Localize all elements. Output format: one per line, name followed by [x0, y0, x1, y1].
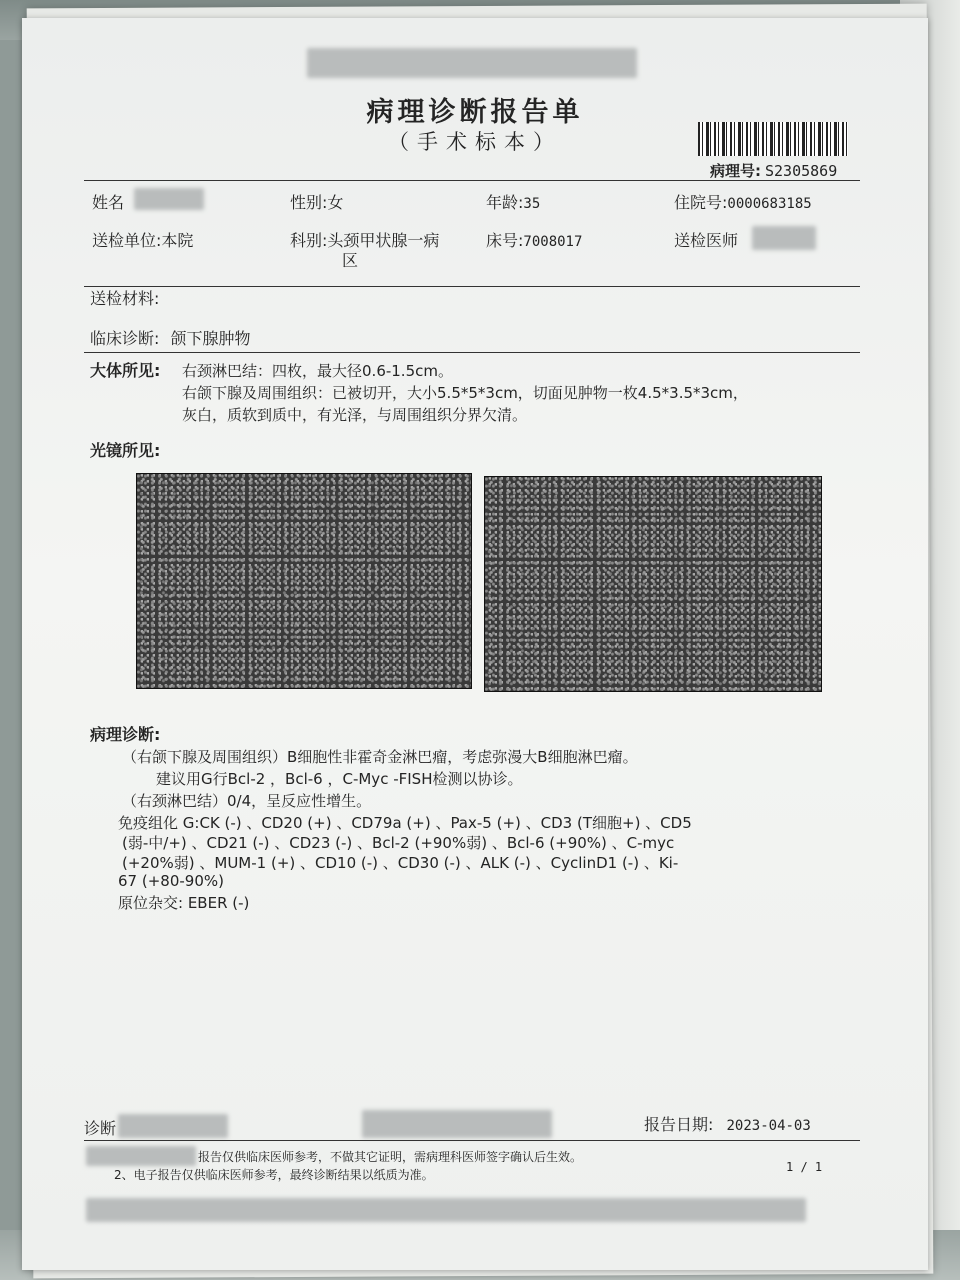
gross-line-3: 灰白，质软到质中，有光泽，与周围组织分界欠清。	[182, 406, 528, 424]
redacted-diagnosing-doctor	[118, 1114, 228, 1138]
micrograph-right	[484, 476, 822, 692]
info-divider	[84, 286, 860, 287]
header-divider	[84, 180, 860, 181]
unit-value: 本院	[161, 231, 194, 250]
diagnosis-line-5: (弱-中/+) 、CD21 (-) 、CD23 (-) 、Bcl-2 (+90%弱) 、Bcl-6 (+90%) 、C-myc	[122, 834, 675, 852]
report-date-value: 2023-04-03	[726, 1118, 811, 1134]
dept-value-line2: 区	[342, 251, 359, 270]
diagnosis-line-4: 免疫组化 G:CK (-) 、CD20 (+) 、CD79a (+) 、Pax-5 (+) 、CD3 (T细胞+) 、CD5	[118, 814, 692, 832]
admission-value: 0000683185	[727, 196, 812, 212]
redacted-doctor-name	[752, 226, 816, 250]
age-value: 35	[523, 196, 541, 212]
report-page	[22, 18, 928, 1270]
admission-label: 住院号:	[674, 193, 728, 212]
age-label: 年龄:	[486, 193, 524, 212]
doctor-field	[674, 228, 738, 251]
name-field	[92, 190, 124, 213]
gross-line-2: 右颌下腺及周围组织：已被切开，大小5.5*5*3cm，切面见肿物一枚4.5*3.5*3cm，	[182, 384, 748, 402]
diagnosis-line-6: (+20%弱) 、MUM-1 (+) 、CD10 (-) 、CD30 (-) 、ALK (-) 、CyclinD1 (-) 、Ki-	[122, 854, 679, 872]
name-label: 姓名	[92, 193, 125, 212]
report-subtitle: （手术标本）	[388, 130, 562, 154]
report-date	[644, 1112, 811, 1135]
footer-note-1: 报告仅供临床医师参考，不做其它证明，需病理科医师签字确认后生效。	[198, 1150, 583, 1164]
diagnosis-line-8: 原位杂交: EBER (-)	[118, 894, 250, 912]
diagnosis-label: 病理诊断:	[90, 725, 161, 744]
gross-line-1: 右颈淋巴结：四枚，最大径0.6-1.5cm。	[182, 362, 453, 380]
redacted-footer-info	[86, 1198, 806, 1222]
bed-label: 床号:	[486, 231, 524, 250]
bed-value: 7008017	[523, 234, 583, 250]
sex-label: 性别:	[290, 193, 328, 212]
redacted-hospital-name	[307, 48, 637, 78]
sex-field	[290, 190, 343, 213]
dept-label: 科别:	[290, 231, 328, 250]
clinical-diagnosis	[90, 326, 251, 349]
unit-label: 送检单位:	[92, 231, 162, 250]
redacted-note-prefix	[86, 1146, 196, 1166]
bed-field	[486, 228, 582, 251]
report-title: 病理诊断报告单	[366, 97, 584, 128]
footer-divider	[84, 1140, 860, 1141]
pathology-number	[710, 160, 837, 181]
age-field	[486, 190, 540, 213]
diagnosis-line-3: （右颈淋巴结）0/4，呈反应性增生。	[122, 792, 372, 810]
unit-field	[92, 228, 193, 251]
material-label: 送检材料:	[90, 289, 160, 308]
microscopy-label: 光镜所见:	[90, 441, 161, 460]
admission-field	[674, 190, 812, 213]
dept-value-line1: 头颈甲状腺一病	[327, 231, 440, 250]
diagnosis-line-7: 67 (+80-90%)	[118, 872, 224, 890]
sex-value: 女	[327, 193, 344, 212]
footer-note-2: 2、电子报告仅供临床医师参考，最终诊断结果以纸质为准。	[114, 1168, 434, 1182]
diagnosing-doctor-label: 诊断	[84, 1119, 117, 1138]
dept-field	[290, 228, 439, 251]
micrograph-left	[136, 473, 472, 689]
pathology-number-label: 病理号:	[710, 162, 761, 180]
clinical-divider	[84, 352, 860, 353]
redacted-patient-name	[134, 188, 204, 210]
clinical-diagnosis-label: 临床诊断:	[90, 329, 160, 348]
page-indicator: 1 / 1	[786, 1160, 823, 1174]
redacted-reviewer	[362, 1110, 552, 1138]
barcode	[698, 122, 848, 156]
diagnosis-line-2: 建议用G行Bcl-2 ，Bcl-6 ，C-Myc -FISH检测以协诊。	[156, 770, 523, 788]
gross-label: 大体所见:	[90, 361, 161, 380]
diagnosis-line-1: （右颌下腺及周围组织）B细胞性非霍奇金淋巴瘤，考虑弥漫大B细胞淋巴瘤。	[122, 748, 638, 766]
doctor-label: 送检医师	[674, 231, 739, 250]
clinical-diagnosis-value: 颌下腺肿物	[170, 329, 251, 348]
pathology-number-value: S2305869	[765, 162, 838, 180]
report-date-label: 报告日期:	[644, 1115, 714, 1134]
